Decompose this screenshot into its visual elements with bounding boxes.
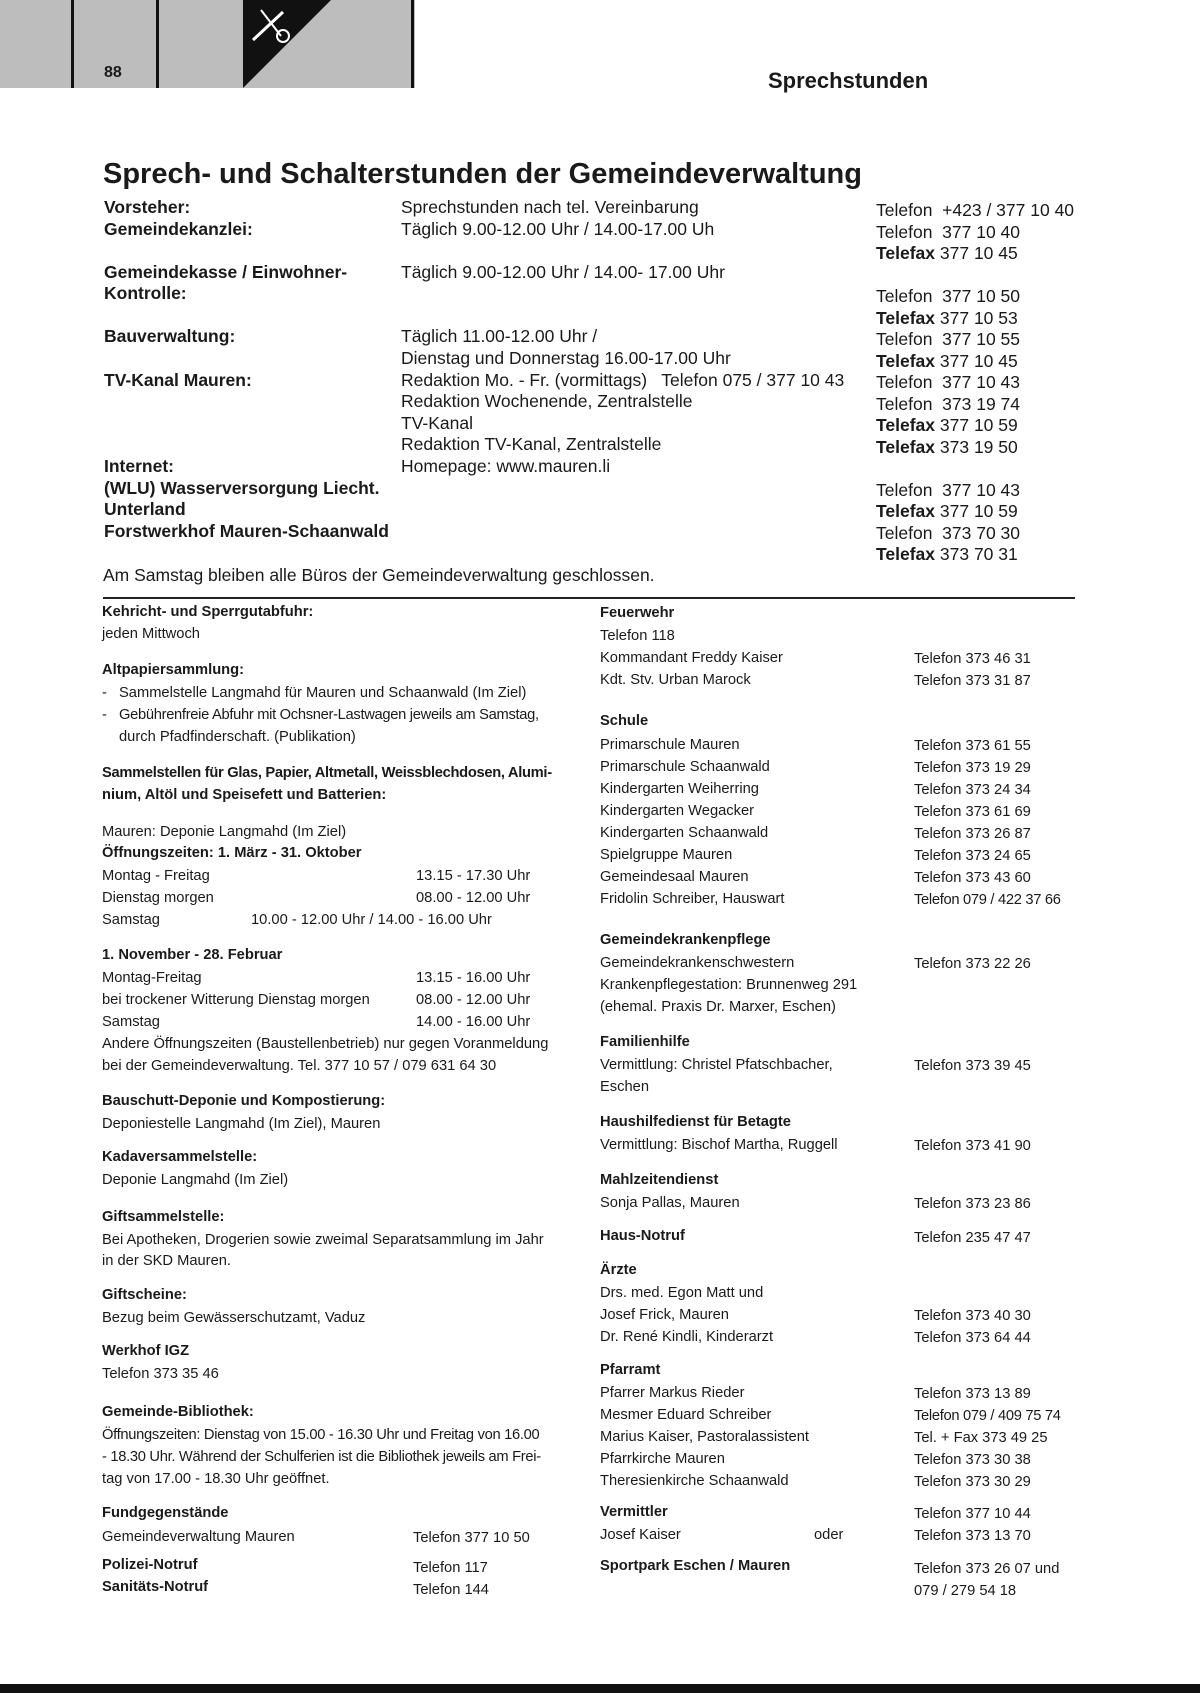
- altpapier-item-cont: durch Pfadfinderschaft. (Publikation): [119, 729, 356, 745]
- contact-phone: Telefon 373 43 60: [914, 870, 1031, 886]
- contact-name: Fridolin Schreiber, Hauswart: [600, 891, 785, 907]
- gift-heading: Giftsammelstelle:: [102, 1209, 225, 1225]
- fax-row: Telefax 377 10 53: [876, 308, 1018, 328]
- contact-name: Drs. med. Egon Matt und: [600, 1285, 764, 1301]
- haushilfe-heading: Haushilfedienst für Betagte: [600, 1114, 791, 1130]
- kadaver-text: Deponie Langmahd (Im Ziel): [102, 1172, 289, 1188]
- schedule-time: 13.15 - 17.30 Uhr: [416, 868, 531, 884]
- contact-name: Kindergarten Schaanwald: [600, 825, 769, 841]
- contact-phone: Telefon 373 26 87: [914, 826, 1031, 842]
- homepage-link[interactable]: Homepage: www.mauren.li: [401, 456, 611, 476]
- contact-name: Vermittlung: Bischof Martha, Ruggell: [600, 1137, 838, 1153]
- sanitaet-phone: Telefon 144: [413, 1582, 489, 1598]
- contact-name: Kindergarten Weiherring: [600, 781, 759, 797]
- logo-icon: [243, 0, 331, 88]
- hausnotruf-heading: Haus-Notruf: [600, 1228, 685, 1244]
- kehricht-heading: Kehricht- und Sperrgutabfuhr:: [102, 604, 314, 620]
- andere-text: Andere Öffnungszeiten (Baustellenbetrieb) nur gegen Voranmeldung: [102, 1036, 549, 1052]
- bullet: -: [102, 685, 107, 701]
- label-vorsteher: Vorsteher:: [104, 197, 191, 217]
- contact-name: Pfarrkirche Mauren: [600, 1451, 725, 1467]
- phone-row: Telefon 373 70 30: [876, 523, 1021, 543]
- desc-line: TV-Kanal: [401, 413, 473, 433]
- contact-phone: Telefon 373 13 70: [914, 1528, 1031, 1544]
- contact-name: Kommandant Freddy Kaiser: [600, 650, 783, 666]
- schedule-time: 10.00 - 12.00 Uhr / 14.00 - 16.00 Uhr: [251, 912, 492, 928]
- label-kontrolle: Kontrolle:: [104, 283, 187, 303]
- fax-row: Telefax 377 10 45: [876, 243, 1018, 263]
- fund-phone: Telefon 377 10 50: [413, 1530, 530, 1546]
- contact-name: Gemeindesaal Mauren: [600, 869, 749, 885]
- contact-phone: Telefon 373 22 26: [914, 956, 1031, 972]
- desc-line: Täglich 9.00-12.00 Uhr / 14.00- 17.00 Uhr: [401, 262, 725, 282]
- phone-row: Telefon 377 10 50: [876, 286, 1021, 306]
- contact-name: Josef Frick, Mauren: [600, 1307, 729, 1323]
- contact-name: Sonja Pallas, Mauren: [600, 1195, 740, 1211]
- contact-phone: Telefon 373 24 65: [914, 848, 1031, 864]
- label-internet: Internet:: [104, 456, 174, 476]
- phone-row: Telefon 373 19 74: [876, 394, 1021, 414]
- polizei-phone: Telefon 117: [413, 1560, 488, 1576]
- desc-line: Täglich 9.00-12.00 Uhr / 14.00-17.00 Uh: [401, 219, 715, 239]
- contact-name: Primarschule Mauren: [600, 737, 740, 753]
- page-title: Sprech- und Schalterstunden der Gemeindeverwaltung: [103, 158, 862, 190]
- fax-row: Telefax 377 10 45: [876, 351, 1018, 371]
- contact-or: oder: [814, 1527, 844, 1543]
- label-wlu: (WLU) Wasserversorgung Liecht.: [104, 478, 380, 498]
- phone-row: Telefon +423 / 377 10 40: [876, 200, 1075, 220]
- pfarramt-heading: Pfarramt: [600, 1362, 661, 1378]
- contact-phone: Telefon 373 46 31: [914, 651, 1031, 667]
- closed-note: Am Samstag bleiben alle Büros der Gemeindeverwaltung geschlossen.: [103, 565, 655, 585]
- contact-name: Primarschule Schaanwald: [600, 759, 770, 775]
- contact-detail: Eschen: [600, 1079, 649, 1095]
- phone-row: Telefon 377 10 43: [876, 480, 1021, 500]
- werkhof-heading: Werkhof IGZ: [102, 1343, 190, 1359]
- winter-heading: 1. November - 28. Februar: [102, 947, 283, 963]
- desc-line: Sprechstunden nach tel. Vereinbarung: [401, 197, 699, 217]
- contact-phone: Telefon 373 64 44: [914, 1330, 1031, 1346]
- bibliothek-text: - 18.30 Uhr. Während der Schulferien ist die Bibliothek jeweils am Frei-: [102, 1449, 541, 1465]
- contact-detail: (ehemal. Praxis Dr. Marxer, Eschen): [600, 999, 836, 1015]
- label-bauverwaltung: Bauverwaltung:: [104, 326, 236, 346]
- feuerwehr-phone: Telefon 118: [600, 628, 675, 644]
- schedule-day: Dienstag morgen: [102, 890, 214, 906]
- gift-text: Bei Apotheken, Drogerien sowie zweimal Separatsammlung im Jahr: [102, 1232, 544, 1248]
- sammel-location: Mauren: Deponie Langmahd (Im Ziel): [102, 824, 347, 840]
- contact-phone: Telefon 373 23 86: [914, 1196, 1031, 1212]
- schedule-day: Montag - Freitag: [102, 868, 210, 884]
- phone-row: Telefon 377 10 43: [876, 372, 1021, 392]
- desc-line: Redaktion Wochenende, Zentralstelle: [401, 391, 693, 411]
- contact-phone: Telefon 373 39 45: [914, 1058, 1031, 1074]
- scan-edge: [0, 1684, 1200, 1693]
- contact-phone: Telefon 373 40 30: [914, 1308, 1031, 1324]
- contact-name: Marius Kaiser, Pastoralassistent: [600, 1429, 809, 1445]
- contact-name: Mesmer Eduard Schreiber: [600, 1407, 772, 1423]
- polizei-heading: Polizei-Notruf: [102, 1557, 198, 1573]
- label-forstwerkhof: Forstwerkhof Mauren-Schaanwald: [104, 521, 389, 541]
- desc-line: Redaktion Mo. - Fr. (vormittags) Telefon 075 / 377 10 43: [401, 370, 845, 390]
- contact-phone: Telefon 373 26 07 und: [914, 1561, 1060, 1577]
- vermittler-heading: Vermittler: [600, 1504, 668, 1520]
- fax-row: Telefax 377 10 59: [876, 501, 1018, 521]
- contact-name: Gemeindekrankenschwestern: [600, 955, 795, 971]
- sanitaet-heading: Sanitäts-Notruf: [102, 1579, 209, 1595]
- contact-phone: Telefon 377 10 44: [914, 1506, 1031, 1522]
- mahlzeiten-heading: Mahlzeitendienst: [600, 1172, 719, 1188]
- contact-phone: Telefon 235 47 47: [914, 1230, 1031, 1246]
- familienhilfe-heading: Familienhilfe: [600, 1034, 690, 1050]
- section-divider: [103, 597, 1075, 599]
- header-divider: [156, 0, 159, 88]
- kadaver-heading: Kadaversammelstelle:: [102, 1149, 258, 1165]
- bauschutt-heading: Bauschutt-Deponie und Kompostierung:: [102, 1093, 386, 1109]
- bullet: -: [102, 707, 107, 723]
- altpapier-heading: Altpapiersammlung:: [102, 662, 244, 678]
- fund-text: Gemeindeverwaltung Mauren: [102, 1529, 295, 1545]
- header-divider: [71, 0, 74, 88]
- contact-phone: Telefon 373 24 34: [914, 782, 1031, 798]
- fax-row: Telefax 377 10 59: [876, 415, 1018, 435]
- altpapier-item: Gebührenfreie Abfuhr mit Ochsner-Lastwagen jeweils am Samstag,: [119, 707, 539, 723]
- desc-line: Dienstag und Donnerstag 16.00-17.00 Uhr: [401, 348, 731, 368]
- bibliothek-heading: Gemeinde-Bibliothek:: [102, 1404, 254, 1420]
- contact-phone: Telefon 373 61 69: [914, 804, 1031, 820]
- page-number: 88: [104, 64, 122, 81]
- section-title: Sprechstunden: [768, 68, 929, 93]
- aerzte-heading: Ärzte: [600, 1262, 637, 1278]
- contact-phone: Telefon 079 / 422 37 66: [914, 892, 1061, 908]
- label-gemeindekasse: Gemeindekasse / Einwohner-: [104, 262, 348, 282]
- phone-row: Telefon 377 10 55: [876, 329, 1021, 349]
- phone-row: Telefon 377 10 40: [876, 222, 1021, 242]
- contact-name: Theresienkirche Schaanwald: [600, 1473, 789, 1489]
- contact-name: Dr. René Kindli, Kinderarzt: [600, 1329, 774, 1345]
- contact-phone: Telefon 373 41 90: [914, 1138, 1031, 1154]
- bauschutt-text: Deponiestelle Langmahd (Im Ziel), Mauren: [102, 1116, 381, 1132]
- contact-name: Vermittlung: Christel Pfatschbacher,: [600, 1057, 833, 1073]
- giftscheine-text: Bezug beim Gewässerschutzamt, Vaduz: [102, 1310, 366, 1326]
- contact-name: Josef Kaiser: [600, 1527, 681, 1543]
- label-gemeindekanzlei: Gemeindekanzlei:: [104, 219, 253, 239]
- bibliothek-text: tag von 17.00 - 18.30 Uhr geöffnet.: [102, 1471, 330, 1487]
- contact-phone: Telefon 373 30 29: [914, 1474, 1031, 1490]
- schedule-time: 13.15 - 16.00 Uhr: [416, 970, 531, 986]
- desc-line: Redaktion TV-Kanal, Zentralstelle: [401, 434, 662, 454]
- schedule-time: 14.00 - 16.00 Uhr: [416, 1014, 531, 1030]
- sammel-heading-cont: nium, Altöl und Speisefett und Batterien:: [102, 787, 387, 803]
- krankenpflege-heading: Gemeindekrankenpflege: [600, 932, 771, 948]
- giftscheine-heading: Giftscheine:: [102, 1287, 187, 1303]
- fax-row: Telefax 373 19 50: [876, 437, 1018, 457]
- contact-name: Pfarrer Markus Rieder: [600, 1385, 745, 1401]
- contact-phone: 079 / 279 54 18: [914, 1583, 1017, 1599]
- fund-heading: Fundgegenstände: [102, 1505, 229, 1521]
- sportpark-heading: Sportpark Eschen / Mauren: [600, 1558, 791, 1574]
- oeffnungszeiten-heading: Öffnungszeiten: 1. März - 31. Oktober: [102, 845, 362, 861]
- contact-detail: Krankenpflegestation: Brunnenweg 291: [600, 977, 858, 993]
- andere-text: bei der Gemeindeverwaltung. Tel. 377 10 57 / 079 631 64 30: [102, 1058, 497, 1074]
- label-tv-kanal: TV-Kanal Mauren:: [104, 370, 252, 390]
- schedule-time: 08.00 - 12.00 Uhr: [416, 992, 531, 1008]
- contact-phone: Telefon 373 31 87: [914, 673, 1031, 689]
- header-band: [0, 0, 415, 88]
- schedule-day: bei trockener Witterung Dienstag morgen: [102, 992, 370, 1008]
- schedule-day: Samstag: [102, 912, 160, 928]
- sammel-heading: Sammelstellen für Glas, Papier, Altmetall, Weissblechdosen, Alumi-: [102, 765, 552, 781]
- label-unterland: Unterland: [104, 499, 186, 519]
- feuerwehr-heading: Feuerwehr: [600, 605, 675, 621]
- altpapier-item: Sammelstelle Langmahd für Mauren und Schaanwald (Im Ziel): [119, 685, 527, 701]
- contact-name: Spielgruppe Mauren: [600, 847, 733, 863]
- contact-phone: Telefon 373 13 89: [914, 1386, 1031, 1402]
- werkhof-text: Telefon 373 35 46: [102, 1366, 219, 1382]
- contact-name: Kindergarten Wegacker: [600, 803, 755, 819]
- gift-text: in der SKD Mauren.: [102, 1253, 231, 1269]
- bibliothek-text: Öffnungszeiten: Dienstag von 15.00 - 16.30 Uhr und Freitag von 16.00: [102, 1427, 540, 1443]
- contact-phone: Telefon 373 19 29: [914, 760, 1031, 776]
- schedule-time: 08.00 - 12.00 Uhr: [416, 890, 531, 906]
- schedule-day: Montag-Freitag: [102, 970, 202, 986]
- desc-line: Täglich 11.00-12.00 Uhr /: [401, 326, 598, 346]
- contact-name: Kdt. Stv. Urban Marock: [600, 672, 751, 688]
- contact-phone: Telefon 373 61 55: [914, 738, 1031, 754]
- kehricht-text: jeden Mittwoch: [102, 626, 200, 642]
- fax-row: Telefax 373 70 31: [876, 544, 1018, 564]
- contact-phone: Telefon 079 / 409 75 74: [914, 1408, 1061, 1424]
- header-divider: [411, 0, 414, 88]
- contact-phone: Telefon 373 30 38: [914, 1452, 1031, 1468]
- schedule-day: Samstag: [102, 1014, 160, 1030]
- contact-phone: Tel. + Fax 373 49 25: [914, 1430, 1048, 1446]
- schule-heading: Schule: [600, 713, 649, 729]
